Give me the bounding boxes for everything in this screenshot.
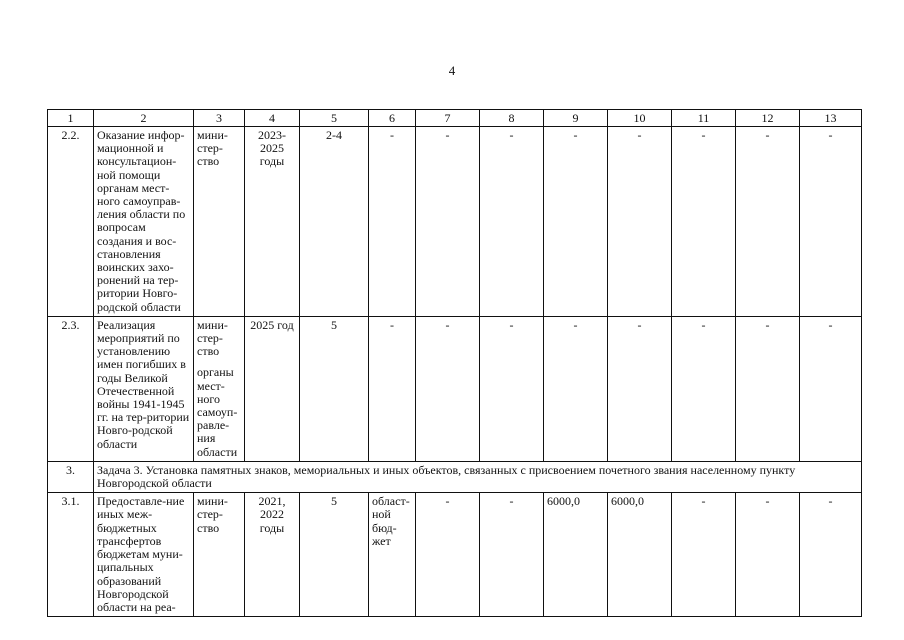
year-value: - xyxy=(544,127,608,317)
page-number: 4 xyxy=(448,63,456,78)
activity-title: Оказание инфор-мационной и консультацион-ной помощи органам мест-ного самоуправ-ления области по вопросам создания и вос-становления воинских захо-ронений на тер-ритории Новго-родской области xyxy=(94,127,194,317)
year-value: - xyxy=(736,316,800,461)
column-header: 13 xyxy=(800,110,862,127)
year-value: - xyxy=(672,127,736,317)
column-header: 2 xyxy=(94,110,194,127)
executor: мини-стер-ство xyxy=(194,493,245,617)
column-header: 1 xyxy=(48,110,94,127)
target-indicator: 5 xyxy=(300,493,369,617)
funding-source: - xyxy=(369,316,416,461)
year-value: - xyxy=(416,127,480,317)
executor-secondary: органы мест-ного самоуп-равле-ния области xyxy=(197,365,238,459)
year-value: - xyxy=(672,316,736,461)
column-header: 6 xyxy=(369,110,416,127)
table-row xyxy=(48,493,862,617)
year-value: - xyxy=(800,127,862,317)
year-value: - xyxy=(608,316,672,461)
plan-table xyxy=(47,109,862,617)
target-indicator: 2-4 xyxy=(300,127,369,317)
task-title: Задача 3. Установка памятных знаков, мемориальных и иных объектов, связанных с присвоением почетного звания населенному пункту Новгородской области xyxy=(94,461,862,492)
column-header: 7 xyxy=(416,110,480,127)
funding-source: - xyxy=(369,127,416,317)
year-value: - xyxy=(544,316,608,461)
year-value: - xyxy=(480,127,544,317)
column-header: 4 xyxy=(245,110,300,127)
column-header: 3 xyxy=(194,110,245,127)
row-number: 2.3. xyxy=(48,316,94,461)
year-value: - xyxy=(736,127,800,317)
executor-main: мини-стер-ство xyxy=(197,317,228,359)
year-value: - xyxy=(416,493,480,617)
activity-title: Реализация мероприятий по установлению имен погибших в годы Великой Отечественной войны 1941-1945 гг. на тер-ритории Новго-родской области xyxy=(94,316,194,461)
executor-main: мини-стер-ство xyxy=(197,128,228,169)
year-value: - xyxy=(736,493,800,617)
column-header: 11 xyxy=(672,110,736,127)
column-header: 9 xyxy=(544,110,608,127)
period: 2021, 2022 годы xyxy=(245,493,300,617)
executor xyxy=(194,127,245,317)
year-value: 6000,0 xyxy=(608,493,672,617)
year-value: 6000,0 xyxy=(544,493,608,617)
year-value: - xyxy=(800,493,862,617)
column-header: 10 xyxy=(608,110,672,127)
task-number: 3. xyxy=(48,461,94,492)
target-indicator: 5 xyxy=(300,316,369,461)
table-row xyxy=(48,127,862,317)
activity-title: Предоставле-ние иных меж-бюджетных трансфертов бюджетам муни-ципальных образований Новгородской области на реа- xyxy=(94,493,194,617)
executor xyxy=(194,316,245,461)
row-number: 2.2. xyxy=(48,127,94,317)
year-value: - xyxy=(480,493,544,617)
year-value: - xyxy=(480,316,544,461)
funding-source: област-ной бюд-жет xyxy=(369,493,416,617)
column-numbers-row xyxy=(48,110,862,127)
column-header: 5 xyxy=(300,110,369,127)
column-header: 12 xyxy=(736,110,800,127)
period: 2023-2025 годы xyxy=(245,127,300,317)
year-value: - xyxy=(672,493,736,617)
year-value: - xyxy=(800,316,862,461)
period: 2025 год xyxy=(245,316,300,461)
column-header: 8 xyxy=(480,110,544,127)
table-row xyxy=(48,316,862,461)
year-value: - xyxy=(608,127,672,317)
task-row xyxy=(48,461,862,492)
year-value: - xyxy=(416,316,480,461)
row-number: 3.1. xyxy=(48,493,94,617)
